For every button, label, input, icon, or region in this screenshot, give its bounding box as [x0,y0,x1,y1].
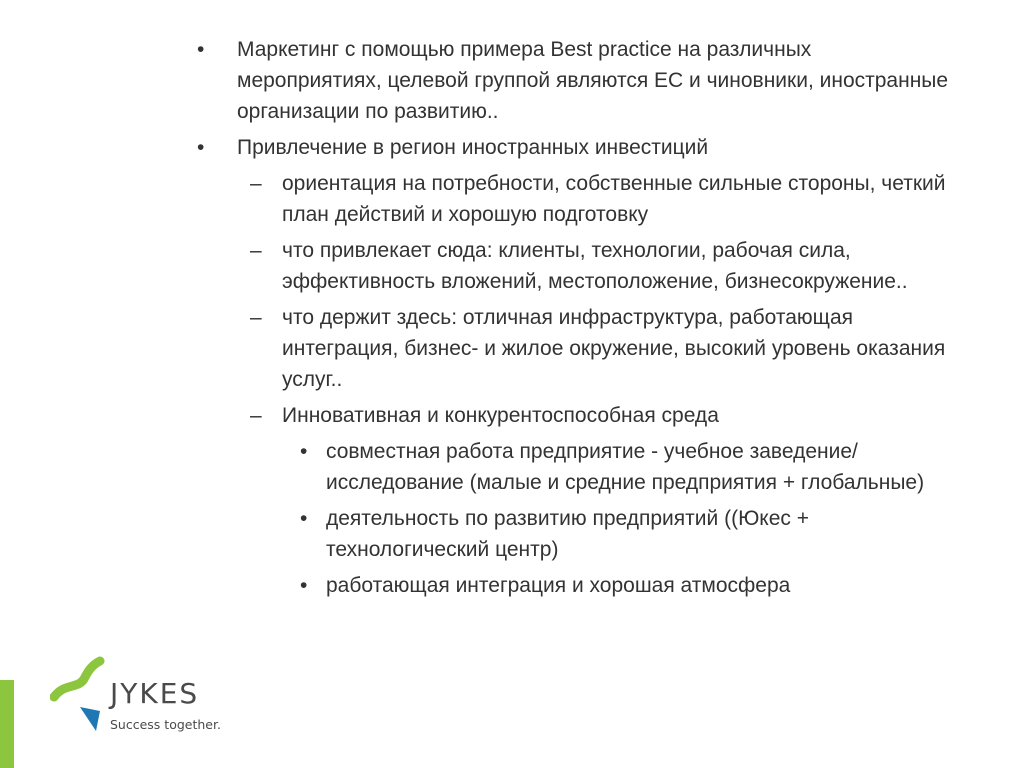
dash-marker: – [250,239,262,262]
bullet-item-2 [0,132,957,163]
dash-marker: – [250,172,262,195]
bullet-text: Инновативная и конкурентоспособная среда [282,404,719,427]
sub-sub-bullet-item-2 [0,503,926,565]
bullet-text: что держит здесь: отличная инфраструктура, работающая интеграция, бизнес- и жилое окружение, высокий уровень оказания услуг.. [282,306,946,391]
sub-bullet-item-4 [0,400,962,431]
bullet-text: что привлекает сюда: клиенты, технологии, рабочая сила, эффективность вложений, местоположение, бизнесокружение.. [282,239,908,293]
sub-bullet-item-1 [0,168,962,230]
dash-marker: – [250,404,262,427]
sub-sub-bullet-item-3 [0,570,926,601]
logo-wordmark: JYKES [110,677,200,710]
jykes-logo [50,655,230,735]
accent-bar [0,680,14,768]
dash-marker: – [250,306,262,329]
bullet-text: работающая интеграция и хорошая атмосфера [326,574,791,597]
bullet-text: Привлечение в регион иностранных инвестиций [237,136,709,159]
bullet-marker: • [300,507,308,530]
sub-bullet-item-3 [0,302,962,395]
bullet-text: деятельность по развитию предприятий ((Юкес + технологический центр) [326,507,809,561]
bullet-text: ориентация на потребности, собственные сильные стороны, четкий план действий и хорошую подготовку [282,172,946,226]
jykes-swoosh-icon [50,655,110,735]
bullet-text: Маркетинг с помощью примера Best practice на различных мероприятиях, целевой группой являются ЕС и чиновники, иностранные организации по развитию.. [237,38,949,123]
sub-bullet-item-2 [0,235,962,297]
bullet-marker: • [197,136,205,159]
sub-sub-bullet-item-1 [0,436,926,498]
logo-tagline: Success together. [110,717,221,732]
bullet-text: совместная работа предприятие - учебное заведение/исследование (малые и средние предприятия + глобальные) [326,440,925,494]
bullet-marker: • [197,38,205,61]
bullet-marker: • [300,440,308,463]
bullet-item-1 [0,34,957,127]
bullet-marker: • [300,574,308,597]
bullet-list [0,34,1024,606]
